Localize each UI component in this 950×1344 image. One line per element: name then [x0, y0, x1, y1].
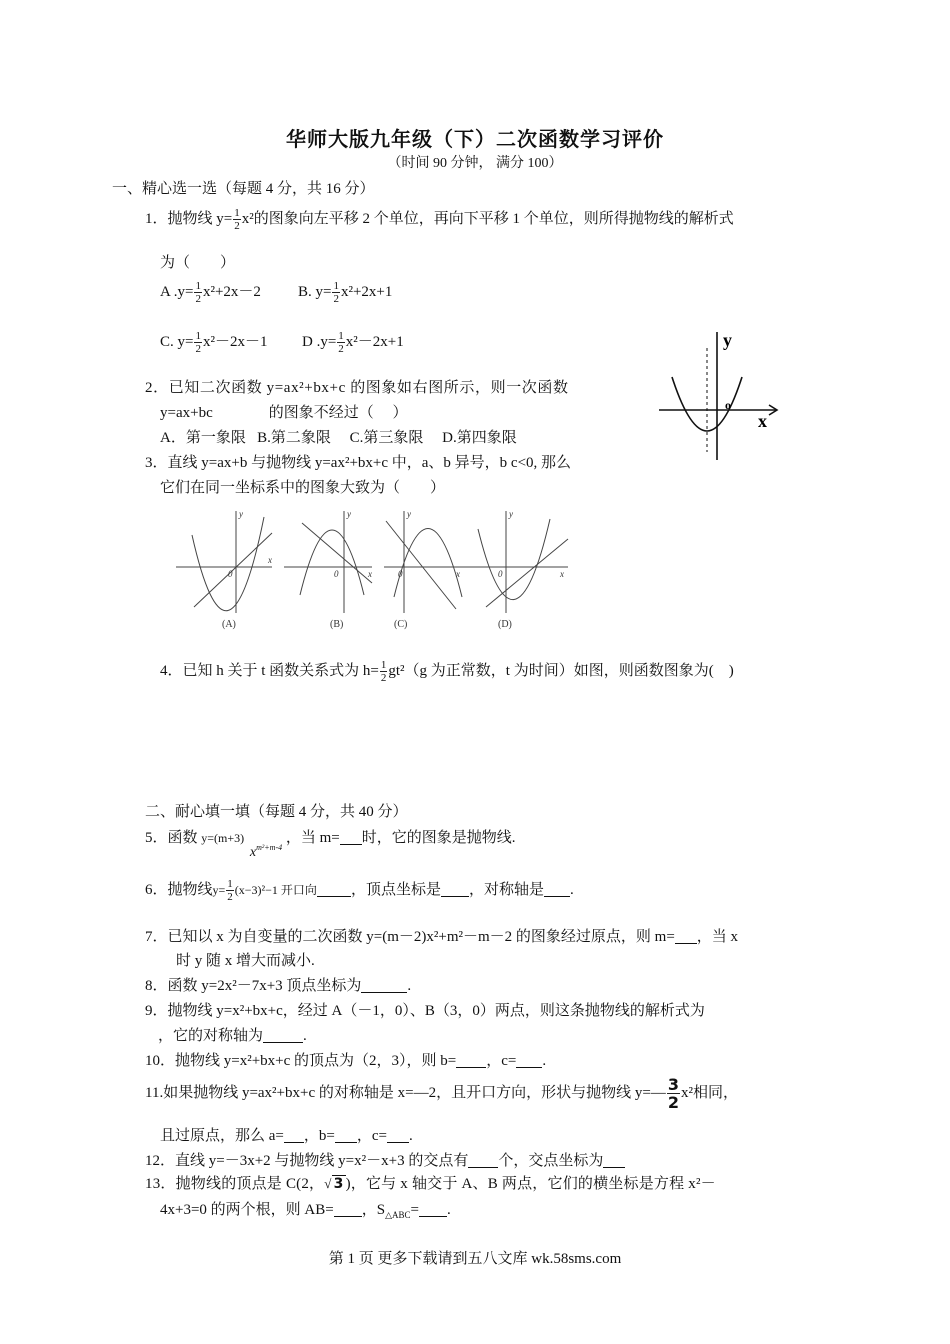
graph-a-x-label: x	[268, 555, 272, 565]
graph-c-origin: 0	[398, 569, 403, 579]
q7-line2: 时 y 随 x 增大而减小.	[176, 953, 315, 969]
q5-line: 5．函数 y=(m+3) $x^{m^2+m-4}$ ，当 m= 时，它的图象是抛物线.	[145, 830, 516, 860]
x-axis-label: x	[758, 411, 767, 431]
q2-options: A．第一象限 B.第二象限 C.第三象限 D.第四象限	[160, 430, 517, 446]
q2-line1: 2．已知二次函数 y=ax²+bx+c 的图象如右图所示，则一次函数	[145, 380, 569, 396]
q9-line1: 9．抛物线 y=x²+bx+c，经过 A（－1，0）、B（3，0）两点，则这条抛物线的解析式为	[145, 1003, 705, 1019]
q9-line2: ，它的对称轴为 .	[158, 1028, 307, 1044]
q1-option-c: C. y= $\frac{1}{2}$ x²－2x－1	[160, 330, 268, 356]
graph-b-y-label: y	[347, 509, 351, 519]
q3-line2: 它们在同一坐标系中的图象大致为（ ）	[160, 480, 446, 496]
q11-line2: 且过原点，那么 a= ，b= ，c= .	[160, 1128, 413, 1144]
q1-line1: 1．抛物线 y= $\frac{1}{2}$ x²的图象向左平移 2 个单位，再向下平移 1 个单位，则所得抛物线的解析式	[145, 207, 734, 233]
q1-option-a: A .y= $\frac{1}{2}$ x²+2x－2	[160, 280, 261, 306]
graph-d-label: (D)	[498, 619, 512, 630]
graph-a-line	[194, 533, 272, 607]
graph-c-y-label: y	[407, 509, 411, 519]
q3-line1: 3．直线 y=ax+b 与抛物线 y=ax²+bx+c 中，a、b 异号，b c<0, 那么	[145, 455, 572, 471]
graph-b-origin: 0	[334, 569, 339, 579]
graph-b-x-label: x	[368, 569, 372, 579]
q3-graphs	[172, 505, 582, 635]
graph-b-parabola	[300, 530, 364, 595]
q1-option-d: D .y= $\frac{1}{2}$ x²－2x+1	[302, 330, 404, 356]
q1-line2: 为（ ）	[160, 255, 236, 271]
q8-line: 8．函数 y=2x²－7x+3 顶点坐标为 .	[145, 978, 412, 994]
graph-a-origin: 0	[228, 569, 233, 579]
page-footer: 第 1 页 更多下载请到五八文库 wk.58sms.com	[328, 1251, 622, 1267]
q13-line1: 13．抛物线的顶点是 C(2，√ 3 )，它与 x 轴交于 A、B 两点，它们的横坐标是方程 x²－	[145, 1176, 716, 1192]
page-subtitle: （时间 90 分钟， 满分 100）	[387, 156, 563, 171]
q4-line: 4．已知 h 关于 t 函数关系式为 h= $\frac{1}{2}$ gt²（g 为正常数，t 为时间）如图，则函数图象为( )	[160, 659, 734, 685]
page-title: 华师大版九年级（下）二次函数学习评价	[286, 129, 664, 151]
q13-line2: 4x+3=0 的两个根，则 AB= ，$S_{\triangle ABC}=$ .	[160, 1202, 451, 1220]
graph-a-label: (A)	[222, 619, 236, 630]
section2-heading: 二、耐心填一填（每题 4 分，共 40 分）	[145, 804, 408, 820]
graph-d-parabola	[478, 519, 550, 600]
q1-option-b: B. y= $\frac{1}{2}$ x²+2x+1	[298, 280, 393, 305]
section1-heading: 一、精心选一选（每题 4 分，共 16 分）	[112, 181, 375, 197]
y-axis-label: y	[723, 330, 732, 350]
graph-d-y-label: y	[509, 509, 513, 519]
graph-c-line	[386, 521, 456, 609]
q2-line2: y=ax+bc 的图象不经过（ ）	[160, 405, 408, 421]
origin-label: o	[725, 398, 731, 412]
graph-d-x-label: x	[560, 569, 564, 579]
graph-b-label: (B)	[330, 619, 344, 630]
q12-line: 12．直线 y=－3x+2 与抛物线 y=x²－x+3 的交点有 个，交点坐标为	[145, 1149, 625, 1170]
graph-a-y-label: y	[239, 509, 243, 519]
q6-line: 6．抛物线y= $\frac{1}{2}$ (x−3)²−1 开口向 ，顶点坐标是 ，对称轴是 .	[145, 878, 574, 904]
q7-line1: 7．已知以 x 为自变量的二次函数 y=(m－2)x²+m²－m－2 的图象经过原点，则 m= ，当 x	[145, 929, 739, 945]
q11-line1: 11.如果抛物线 y=ax²+bx+c 的对称轴是 x=—2，且开口方向，形状与抛物线 y=— $\frac{3}{2}$ x²相同，	[145, 1075, 738, 1112]
q2-parabola-figure	[655, 330, 785, 465]
graph-c-x-label: x	[456, 569, 460, 579]
graph-c-label: (C)	[394, 619, 408, 630]
graph-a-parabola	[192, 517, 264, 611]
q10-line: 10．抛物线 y=x²+bx+c 的顶点为（2，3），则 b= ，c= .	[145, 1053, 547, 1069]
graph-d-origin: 0	[498, 569, 503, 579]
sqrt-three: 3	[333, 1176, 344, 1192]
